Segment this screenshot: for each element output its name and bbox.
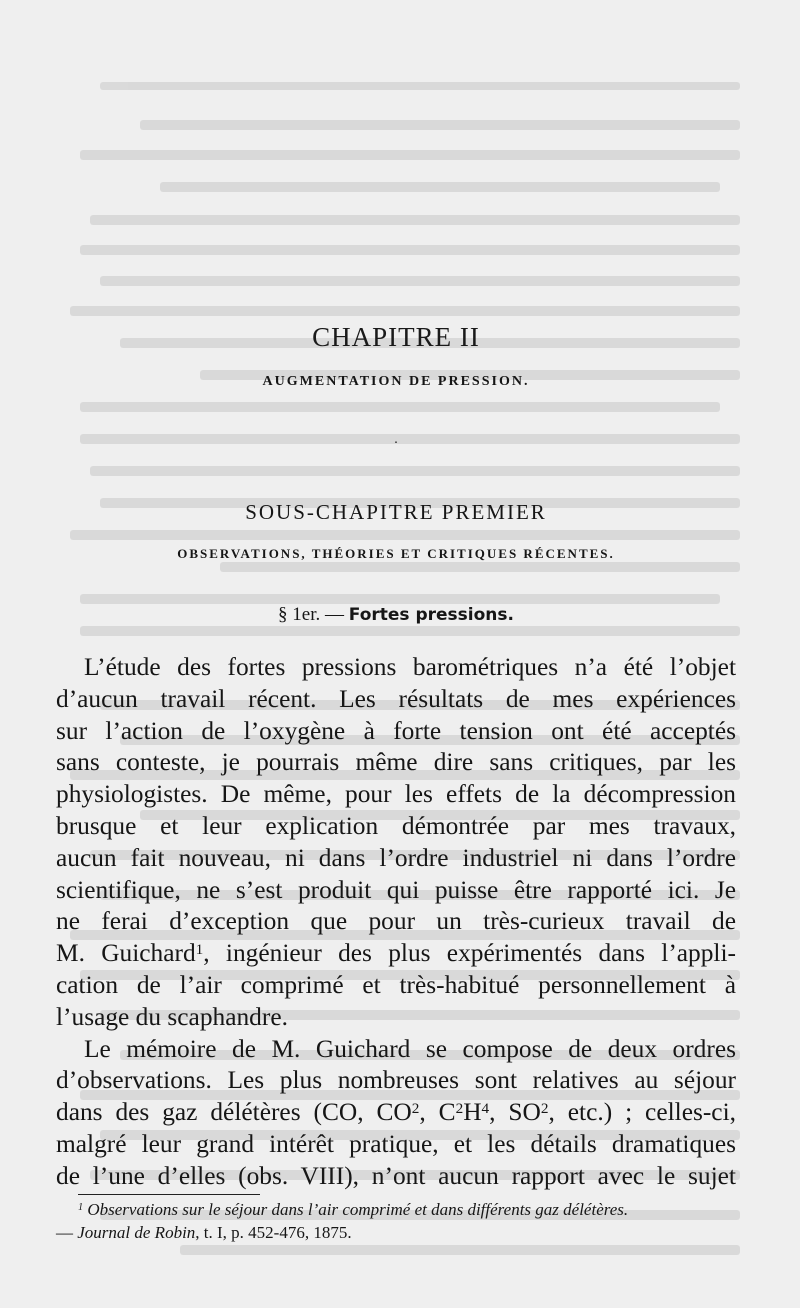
text-line: aucun fait nouveau, ni dans l’ordre industriel ni dans l’ordre xyxy=(56,843,736,872)
book-page xyxy=(56,0,736,1308)
text-line: physiologistes. De même, pour les effets de la décompression xyxy=(56,780,736,809)
subchapter-subtitle: OBSERVATIONS, THÉORIES ET CRITIQUES RÉCENTES. xyxy=(177,546,615,561)
text-fragment: dans des gaz délétères (CO, CO xyxy=(56,1098,412,1127)
footnote-line xyxy=(56,1198,736,1221)
text-fragment: , ingénieur des plus expérimentés dans l’appli- xyxy=(203,939,736,968)
text-fragment: H xyxy=(463,1098,482,1127)
text-line: sur l’action de l’oxygène à forte tension ont été acceptés xyxy=(56,716,736,745)
footnote-divider xyxy=(78,1194,260,1195)
superscript: 4 xyxy=(481,1100,490,1118)
section-heading xyxy=(56,604,736,626)
text-line: scientifique, ne s’est produit qui puisse être rapporté ici. Je xyxy=(56,875,736,904)
text-line: L’étude des fortes pressions barométriques n’a été l’objet xyxy=(84,653,736,681)
footnote-text: — xyxy=(56,1223,78,1242)
superscript: 2 xyxy=(455,1100,464,1118)
text-line: cation de l’air comprimé et très-habitué personnellement à xyxy=(56,970,736,999)
section-name: Fortes pressions. xyxy=(348,605,514,625)
text-fragment: , etc.) ; celles-ci, xyxy=(548,1098,736,1127)
text-line: malgré leur grand intérêt pratique, et les détails dramatiques xyxy=(56,1129,736,1158)
text-line: Le mémoire de M. Guichard se compose de deux ordres xyxy=(84,1034,736,1063)
superscript: 2 xyxy=(411,1100,420,1118)
text-line: d’observations. Les plus nombreuses sont relatives au séjour xyxy=(56,1066,736,1095)
text-line: brusque et leur explication démontrée par mes travaux, xyxy=(56,811,736,840)
footnote-line xyxy=(56,1221,736,1244)
text-line: l’usage du scaphandre. xyxy=(56,1002,288,1031)
section-number: § 1er. — xyxy=(278,604,345,625)
text-line: sans conteste, je pourrais même dire sans critiques, par les xyxy=(56,748,736,777)
text-line: ne ferai d’exception que pour un très-curieux travail de xyxy=(56,907,736,936)
text-line: d’aucun travail récent. Les résultats de mes expériences xyxy=(56,684,736,713)
text-fragment: M. Guichard xyxy=(56,939,196,968)
text-line: de l’une d’elles (obs. VIII), n’ont aucun rapport avec le sujet xyxy=(56,1161,736,1190)
separator-dot: . xyxy=(394,432,398,447)
footnote-text: , t. I, p. 452-476, 1875. xyxy=(195,1223,352,1242)
footnote-journal: Journal de Robin xyxy=(77,1223,196,1242)
footnote-reference[interactable]: 1 xyxy=(195,941,204,959)
text-line xyxy=(56,1097,736,1129)
body-text xyxy=(56,652,736,1193)
footnote xyxy=(56,1198,736,1244)
text-fragment: , SO xyxy=(489,1098,541,1127)
text-fragment: , C xyxy=(419,1098,456,1127)
footnote-text: Observations sur le séjour dans l’air comprimé et dans différents gaz délétères. xyxy=(87,1200,629,1219)
chapter-subtitle: AUGMENTATION DE PRESSION. xyxy=(262,374,530,389)
superscript: 2 xyxy=(540,1100,549,1118)
chapter-title: CHAPITRE II xyxy=(312,322,480,352)
footnote-marker: 1 xyxy=(78,1202,84,1214)
text-line xyxy=(56,938,736,970)
subchapter-title: SOUS-CHAPITRE PREMIER xyxy=(245,500,547,524)
